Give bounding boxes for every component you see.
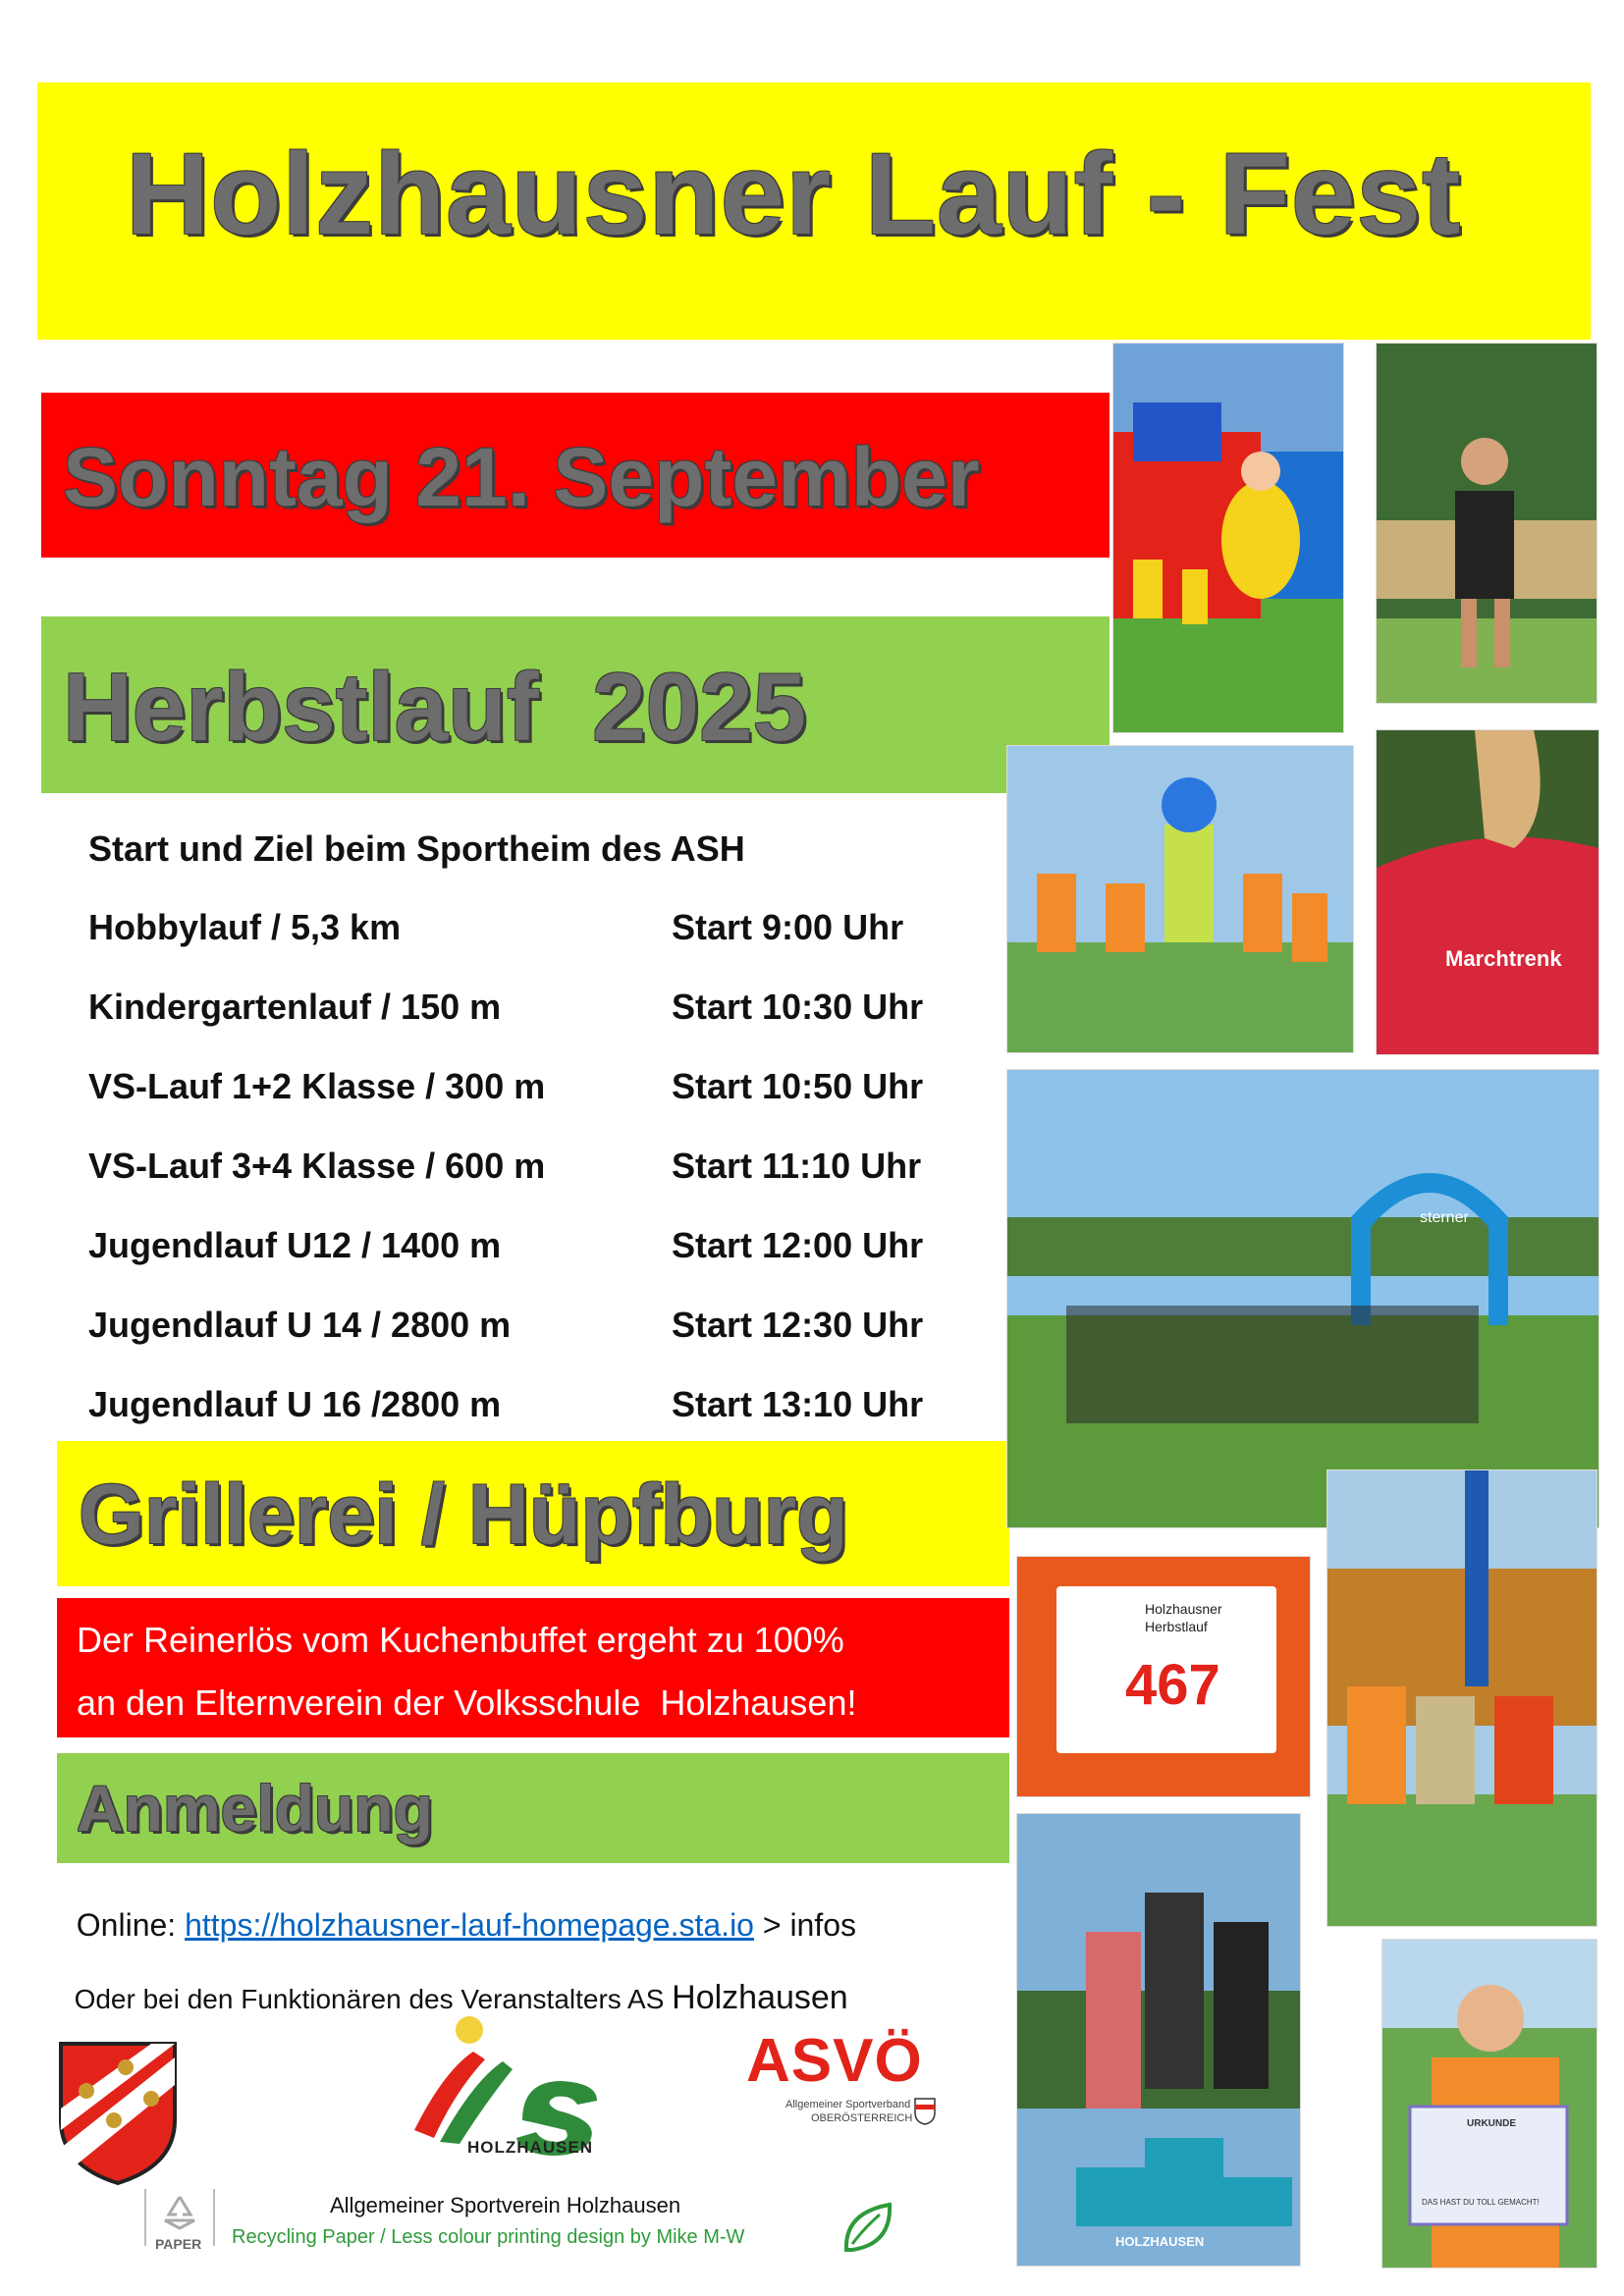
- podium-sign: HOLZHAUSEN: [1115, 2234, 1205, 2249]
- photo-podium: [1017, 1814, 1300, 2266]
- online-label: Online:: [76, 1907, 186, 1943]
- paper-label: PAPER: [155, 2236, 202, 2252]
- event-title: Herbstlauf 2025: [63, 653, 807, 761]
- photo-race-start: [1007, 1070, 1598, 1527]
- schedule-race: Kindergartenlauf / 150 m: [88, 987, 502, 1027]
- club-name: Allgemeiner Sportverein Holzhausen: [330, 2193, 681, 2217]
- registration-link[interactable]: https://holzhausner-lauf-homepage.sta.io: [185, 1907, 754, 1943]
- certificate-title: URKUNDE: [1467, 2118, 1516, 2129]
- schedule-start-time: Start 10:30 Uhr: [672, 987, 924, 1027]
- schedule-race: VS-Lauf 3+4 Klasse / 600 m: [88, 1146, 546, 1186]
- asvo-logo-sub-2: OBERÖSTERREICH: [811, 2112, 913, 2124]
- photo-kids-running: [1327, 1470, 1597, 1926]
- photo-bouncy-castle: [1113, 344, 1343, 732]
- charity-line-1: Der Reinerlös vom Kuchenbuffet ergeht zu 100%: [77, 1620, 844, 1660]
- coat-of-arms-logo: [57, 2040, 179, 2187]
- schedule-race: VS-Lauf 1+2 Klasse / 300 m: [88, 1066, 546, 1106]
- organizer-line: [59, 1948, 848, 2017]
- leaf-icon: [839, 2199, 897, 2258]
- schedule-race: Jugendlauf U12 / 1400 m: [88, 1225, 502, 1265]
- photo-race-bib: [1017, 1557, 1310, 1796]
- registration-title: Anmeldung: [77, 1772, 433, 1844]
- online-suffix: > infos: [753, 1907, 857, 1943]
- photo-certificate: [1382, 1940, 1597, 2268]
- start-info: Start und Ziel beim Sportheim des ASH: [88, 828, 745, 869]
- schedule-race: Jugendlauf U 16 /2800 m: [88, 1384, 502, 1424]
- grill-title: Grillerei / Hüpfburg: [79, 1468, 848, 1562]
- schedule-start-time: Start 12:30 Uhr: [672, 1305, 924, 1345]
- asvo-logo-sub-1: Allgemeiner Sportverband: [785, 2099, 911, 2110]
- photo-red-shirt: [1377, 730, 1598, 1054]
- charity-line-2: an den Elternverein der Volksschule Holzhausen!: [77, 1682, 857, 1723]
- organizer-text: Oder bei den Funktionären des Veranstalters AS: [74, 1984, 673, 2014]
- schedule-start-time: Start 11:10 Uhr: [672, 1146, 922, 1186]
- certificate-footer: DAS HAST DU TOLL GEMACHT!: [1422, 2198, 1540, 2207]
- schedule-race: Jugendlauf U 14 / 2800 m: [88, 1305, 512, 1345]
- schedule-race: Hobbylauf / 5,3 km: [88, 907, 402, 947]
- asvo-crest-icon: [913, 2097, 937, 2126]
- organizer-place: Holzhausen: [672, 1979, 848, 2016]
- shirt-brand-text: Marchtrenk: [1445, 946, 1562, 971]
- arch-brand-text: sterner: [1420, 1209, 1469, 1226]
- schedule-start-time: Start 13:10 Uhr: [672, 1384, 924, 1424]
- schedule-start-time: Start 9:00 Uhr: [672, 907, 904, 947]
- bib-title-1: Holzhausner: [1145, 1601, 1222, 1617]
- page-title: Holzhausner Lauf - Fest: [126, 130, 1462, 259]
- bib-title-2: Herbstlauf: [1145, 1619, 1208, 1634]
- online-line: [59, 1871, 856, 1944]
- as-holzhausen-logo-text: HOLZHAUSEN: [467, 2138, 594, 2157]
- bib-number: 467: [1125, 1653, 1220, 1717]
- photo-dancing-kids: [1007, 746, 1353, 1052]
- footer-note: Recycling Paper / Less colour printing design by Mike M-W: [232, 2226, 745, 2248]
- schedule-start-time: Start 12:00 Uhr: [672, 1225, 924, 1265]
- photo-runner-finish: [1377, 344, 1597, 703]
- date-text: Sonntag 21. September: [63, 431, 980, 523]
- asvo-logo-text: ASVÖ: [746, 2027, 923, 2095]
- schedule-start-time: Start 10:50 Uhr: [672, 1066, 924, 1106]
